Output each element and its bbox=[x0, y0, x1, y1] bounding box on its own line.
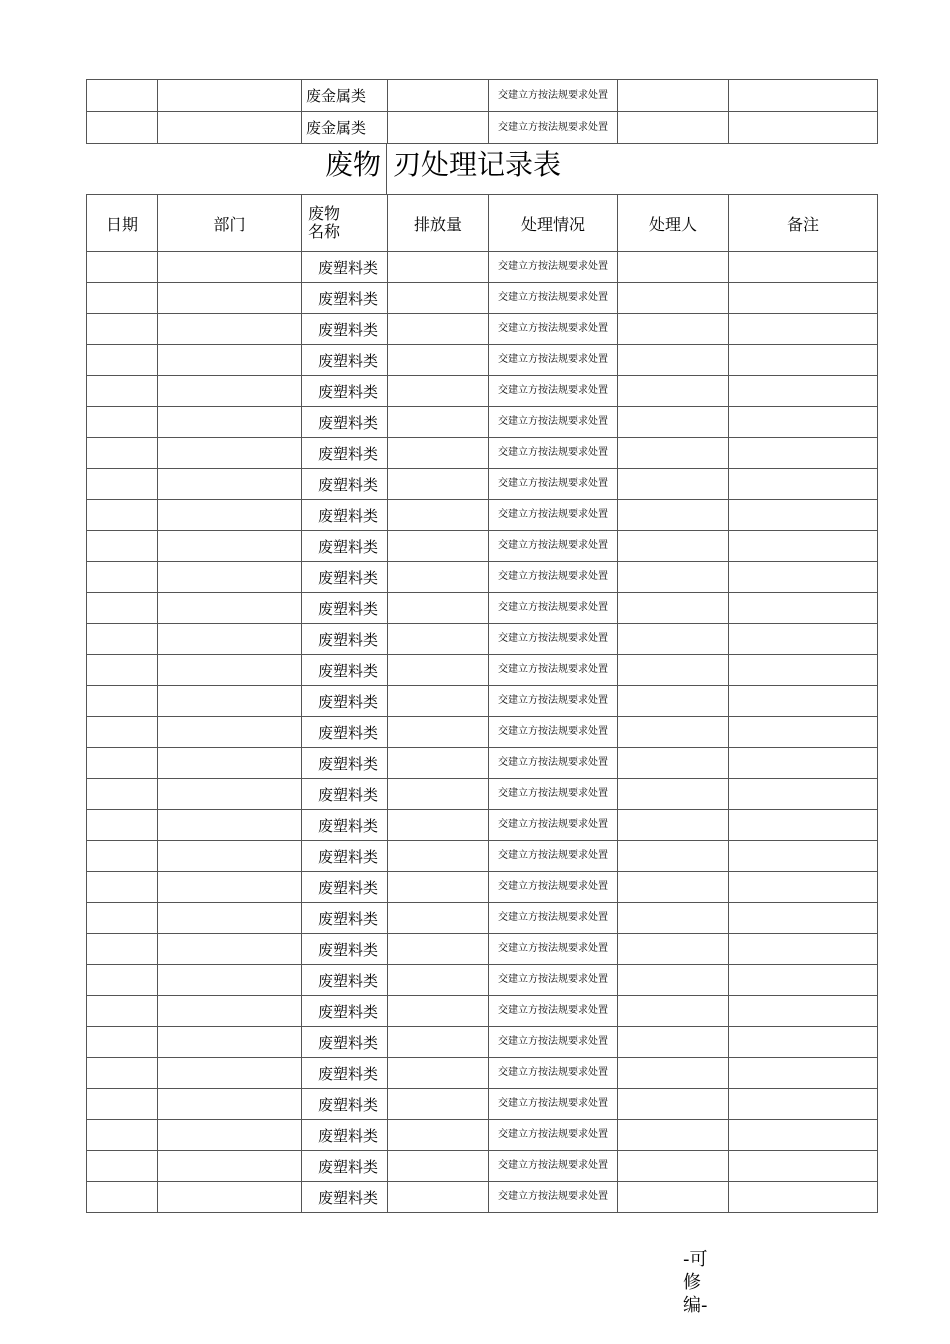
table-row bbox=[87, 841, 878, 872]
treatment-cell: 交建立方按法规要求处置 bbox=[489, 1089, 618, 1120]
qty-cell bbox=[388, 112, 489, 144]
note-cell bbox=[729, 112, 878, 144]
treatment-cell: 交建立方按法规要求处置 bbox=[489, 903, 618, 934]
person-cell bbox=[618, 810, 729, 841]
waste-name-cell: 废塑料类 bbox=[302, 965, 388, 996]
dept-cell bbox=[158, 469, 302, 500]
qty-cell bbox=[388, 1089, 489, 1120]
dept-cell bbox=[158, 655, 302, 686]
person-cell bbox=[618, 1027, 729, 1058]
qty-cell bbox=[388, 965, 489, 996]
date-cell bbox=[87, 500, 158, 531]
waste-name-cell: 废塑料类 bbox=[302, 1058, 388, 1089]
waste-name-cell: 废塑料类 bbox=[302, 810, 388, 841]
qty-cell bbox=[388, 655, 489, 686]
dept-cell bbox=[158, 779, 302, 810]
table-row bbox=[87, 1182, 878, 1213]
dept-cell bbox=[158, 810, 302, 841]
qty-cell bbox=[388, 469, 489, 500]
treatment-cell: 交建立方按法规要求处置 bbox=[489, 562, 618, 593]
table-row bbox=[87, 80, 878, 112]
date-cell bbox=[87, 872, 158, 903]
note-cell bbox=[729, 934, 878, 965]
header-person: 处理人 bbox=[618, 195, 729, 252]
table-row bbox=[87, 748, 878, 779]
treatment-cell: 交建立方按法规要求处置 bbox=[489, 1120, 618, 1151]
table-row bbox=[87, 1089, 878, 1120]
note-cell bbox=[729, 500, 878, 531]
qty-cell bbox=[388, 996, 489, 1027]
note-cell bbox=[729, 593, 878, 624]
person-cell bbox=[618, 779, 729, 810]
date-cell bbox=[87, 1182, 158, 1213]
note-cell bbox=[729, 872, 878, 903]
note-cell bbox=[729, 841, 878, 872]
treatment-cell: 交建立方按法规要求处置 bbox=[489, 624, 618, 655]
qty-cell bbox=[388, 1182, 489, 1213]
table-row bbox=[87, 469, 878, 500]
person-cell bbox=[618, 469, 729, 500]
waste-name-cell: 废塑料类 bbox=[302, 531, 388, 562]
waste-name-cell: 废塑料类 bbox=[302, 872, 388, 903]
waste-name-cell: 废塑料类 bbox=[302, 686, 388, 717]
dept-cell bbox=[158, 112, 302, 144]
person-cell bbox=[618, 717, 729, 748]
table-row bbox=[87, 438, 878, 469]
waste-name-cell: 废塑料类 bbox=[302, 469, 388, 500]
table-row bbox=[87, 500, 878, 531]
dept-cell bbox=[158, 903, 302, 934]
date-cell bbox=[87, 748, 158, 779]
table-row bbox=[87, 531, 878, 562]
qty-cell bbox=[388, 1027, 489, 1058]
treatment-cell: 交建立方按法规要求处置 bbox=[489, 500, 618, 531]
waste-name-cell: 废塑料类 bbox=[302, 345, 388, 376]
treatment-cell: 交建立方按法规要求处置 bbox=[489, 112, 618, 144]
form-title-right: 刃处理记录表 bbox=[393, 148, 562, 181]
person-cell bbox=[618, 748, 729, 779]
note-cell bbox=[729, 1089, 878, 1120]
date-cell bbox=[87, 655, 158, 686]
dept-cell bbox=[158, 1089, 302, 1120]
treatment-cell: 交建立方按法规要求处置 bbox=[489, 686, 618, 717]
date-cell bbox=[87, 1058, 158, 1089]
table-row bbox=[87, 345, 878, 376]
dept-cell bbox=[158, 996, 302, 1027]
person-cell bbox=[618, 283, 729, 314]
date-cell bbox=[87, 717, 158, 748]
qty-cell bbox=[388, 345, 489, 376]
note-cell bbox=[729, 717, 878, 748]
waste-name-cell: 废塑料类 bbox=[302, 748, 388, 779]
person-cell bbox=[618, 252, 729, 283]
treatment-cell: 交建立方按法规要求处置 bbox=[489, 376, 618, 407]
note-cell bbox=[729, 1120, 878, 1151]
treatment-cell: 交建立方按法规要求处置 bbox=[489, 593, 618, 624]
dept-cell bbox=[158, 283, 302, 314]
qty-cell bbox=[388, 810, 489, 841]
table-row bbox=[87, 686, 878, 717]
dept-cell bbox=[158, 345, 302, 376]
qty-cell bbox=[388, 934, 489, 965]
qty-cell bbox=[388, 1058, 489, 1089]
treatment-cell: 交建立方按法规要求处置 bbox=[489, 314, 618, 345]
qty-cell bbox=[388, 748, 489, 779]
treatment-cell: 交建立方按法规要求处置 bbox=[489, 810, 618, 841]
note-cell bbox=[729, 996, 878, 1027]
person-cell bbox=[618, 624, 729, 655]
dept-cell bbox=[158, 593, 302, 624]
note-cell bbox=[729, 779, 878, 810]
date-cell bbox=[87, 779, 158, 810]
date-cell bbox=[87, 345, 158, 376]
table-row bbox=[87, 1027, 878, 1058]
footer-line-1: -可 bbox=[683, 1249, 708, 1270]
qty-cell bbox=[388, 686, 489, 717]
dept-cell bbox=[158, 1027, 302, 1058]
note-cell bbox=[729, 345, 878, 376]
treatment-cell: 交建立方按法规要求处置 bbox=[489, 1151, 618, 1182]
note-cell bbox=[729, 810, 878, 841]
treatment-cell: 交建立方按法规要求处置 bbox=[489, 748, 618, 779]
treatment-cell: 交建立方按法规要求处置 bbox=[489, 407, 618, 438]
footer-line-2: 修 bbox=[683, 1272, 701, 1293]
waste-name-cell: 废塑料类 bbox=[302, 376, 388, 407]
header-date: 日期 bbox=[87, 195, 158, 252]
dept-cell bbox=[158, 1182, 302, 1213]
person-cell bbox=[618, 965, 729, 996]
dept-cell bbox=[158, 1151, 302, 1182]
table-row bbox=[87, 934, 878, 965]
note-cell bbox=[729, 903, 878, 934]
note-cell bbox=[729, 655, 878, 686]
waste-name-cell: 废塑料类 bbox=[302, 500, 388, 531]
table-row bbox=[87, 810, 878, 841]
waste-name-cell: 废塑料类 bbox=[302, 1151, 388, 1182]
table-row bbox=[87, 1120, 878, 1151]
qty-cell bbox=[388, 624, 489, 655]
waste-name-cell: 废塑料类 bbox=[302, 779, 388, 810]
person-cell bbox=[618, 562, 729, 593]
qty-cell bbox=[388, 841, 489, 872]
person-cell bbox=[618, 531, 729, 562]
date-cell bbox=[87, 593, 158, 624]
treatment-cell: 交建立方按法规要求处置 bbox=[489, 1182, 618, 1213]
treatment-cell: 交建立方按法规要求处置 bbox=[489, 469, 618, 500]
person-cell bbox=[618, 1182, 729, 1213]
waste-name-cell: 废塑料类 bbox=[302, 252, 388, 283]
dept-cell bbox=[158, 624, 302, 655]
person-cell bbox=[618, 1120, 729, 1151]
dept-cell bbox=[158, 252, 302, 283]
treatment-cell: 交建立方按法规要求处置 bbox=[489, 531, 618, 562]
qty-cell bbox=[388, 407, 489, 438]
dept-cell bbox=[158, 934, 302, 965]
date-cell bbox=[87, 438, 158, 469]
person-cell bbox=[618, 655, 729, 686]
date-cell bbox=[87, 903, 158, 934]
date-cell bbox=[87, 80, 158, 112]
header-process: 处理情况 bbox=[489, 195, 618, 252]
dept-cell bbox=[158, 500, 302, 531]
treatment-cell: 交建立方按法规要求处置 bbox=[489, 996, 618, 1027]
note-cell bbox=[729, 376, 878, 407]
note-cell bbox=[729, 1182, 878, 1213]
note-cell bbox=[729, 252, 878, 283]
header-row bbox=[87, 195, 878, 252]
table-row bbox=[87, 965, 878, 996]
treatment-cell: 交建立方按法规要求处置 bbox=[489, 872, 618, 903]
person-cell bbox=[618, 314, 729, 345]
date-cell bbox=[87, 1027, 158, 1058]
form-title-left: 废物 bbox=[324, 148, 381, 181]
qty-cell bbox=[388, 500, 489, 531]
treatment-cell: 交建立方按法规要求处置 bbox=[489, 438, 618, 469]
waste-name-cell: 废塑料类 bbox=[302, 903, 388, 934]
header-qty: 排放量 bbox=[388, 195, 489, 252]
table-row bbox=[87, 779, 878, 810]
table-row bbox=[87, 593, 878, 624]
table-row bbox=[87, 252, 878, 283]
waste-name-cell: 废塑料类 bbox=[302, 283, 388, 314]
footer-line-3: 编- bbox=[683, 1295, 708, 1316]
dept-cell bbox=[158, 1120, 302, 1151]
waste-name-cell: 废塑料类 bbox=[302, 655, 388, 686]
table-row bbox=[87, 283, 878, 314]
person-cell bbox=[618, 1058, 729, 1089]
qty-cell bbox=[388, 438, 489, 469]
dept-cell bbox=[158, 438, 302, 469]
table-row bbox=[87, 314, 878, 345]
header-waste-name-text: 废物 名称 bbox=[308, 204, 341, 241]
dept-cell bbox=[158, 314, 302, 345]
waste-name-cell: 废塑料类 bbox=[302, 593, 388, 624]
waste-name-cell: 废金属类 bbox=[302, 80, 388, 112]
dept-cell bbox=[158, 841, 302, 872]
treatment-cell: 交建立方按法规要求处置 bbox=[489, 655, 618, 686]
person-cell bbox=[618, 841, 729, 872]
date-cell bbox=[87, 934, 158, 965]
treatment-cell: 交建立方按法规要求处置 bbox=[489, 779, 618, 810]
note-cell bbox=[729, 624, 878, 655]
note-cell bbox=[729, 438, 878, 469]
treatment-cell: 交建立方按法规要求处置 bbox=[489, 252, 618, 283]
table-row bbox=[87, 655, 878, 686]
note-cell bbox=[729, 686, 878, 717]
person-cell bbox=[618, 80, 729, 112]
table-row bbox=[87, 717, 878, 748]
person-cell bbox=[618, 1151, 729, 1182]
qty-cell bbox=[388, 314, 489, 345]
header-dept: 部门 bbox=[158, 195, 302, 252]
qty-cell bbox=[388, 283, 489, 314]
date-cell bbox=[87, 686, 158, 717]
waste-name-cell: 废塑料类 bbox=[302, 562, 388, 593]
person-cell bbox=[618, 407, 729, 438]
waste-name-cell: 废塑料类 bbox=[302, 1120, 388, 1151]
dept-cell bbox=[158, 686, 302, 717]
person-cell bbox=[618, 593, 729, 624]
date-cell bbox=[87, 965, 158, 996]
note-cell bbox=[729, 748, 878, 779]
dept-cell bbox=[158, 531, 302, 562]
person-cell bbox=[618, 996, 729, 1027]
table-row bbox=[87, 376, 878, 407]
waste-name-cell: 废塑料类 bbox=[302, 1027, 388, 1058]
waste-name-cell: 废塑料类 bbox=[302, 717, 388, 748]
note-cell bbox=[729, 314, 878, 345]
table-row bbox=[87, 562, 878, 593]
date-cell bbox=[87, 562, 158, 593]
dept-cell bbox=[158, 748, 302, 779]
table-row bbox=[87, 1058, 878, 1089]
qty-cell bbox=[388, 1120, 489, 1151]
table-row bbox=[87, 624, 878, 655]
qty-cell bbox=[388, 252, 489, 283]
person-cell bbox=[618, 345, 729, 376]
title-divider bbox=[386, 144, 387, 194]
waste-name-cell: 废塑料类 bbox=[302, 407, 388, 438]
dept-cell bbox=[158, 872, 302, 903]
note-cell bbox=[729, 80, 878, 112]
date-cell bbox=[87, 407, 158, 438]
date-cell bbox=[87, 314, 158, 345]
date-cell bbox=[87, 1089, 158, 1120]
dept-cell bbox=[158, 80, 302, 112]
note-cell bbox=[729, 1027, 878, 1058]
top-table bbox=[86, 79, 878, 144]
dept-cell bbox=[158, 562, 302, 593]
table-row bbox=[87, 872, 878, 903]
date-cell bbox=[87, 252, 158, 283]
dept-cell bbox=[158, 965, 302, 996]
qty-cell bbox=[388, 903, 489, 934]
person-cell bbox=[618, 500, 729, 531]
date-cell bbox=[87, 810, 158, 841]
note-cell bbox=[729, 1151, 878, 1182]
table-row bbox=[87, 1151, 878, 1182]
waste-name-cell: 废塑料类 bbox=[302, 438, 388, 469]
table-row bbox=[87, 407, 878, 438]
table-row bbox=[87, 903, 878, 934]
waste-name-cell: 废塑料类 bbox=[302, 841, 388, 872]
person-cell bbox=[618, 438, 729, 469]
qty-cell bbox=[388, 779, 489, 810]
qty-cell bbox=[388, 872, 489, 903]
treatment-cell: 交建立方按法规要求处置 bbox=[489, 283, 618, 314]
person-cell bbox=[618, 376, 729, 407]
treatment-cell: 交建立方按法规要求处置 bbox=[489, 1058, 618, 1089]
date-cell bbox=[87, 624, 158, 655]
date-cell bbox=[87, 531, 158, 562]
person-cell bbox=[618, 686, 729, 717]
treatment-cell: 交建立方按法规要求处置 bbox=[489, 345, 618, 376]
treatment-cell: 交建立方按法规要求处置 bbox=[489, 841, 618, 872]
date-cell bbox=[87, 376, 158, 407]
person-cell bbox=[618, 934, 729, 965]
waste-name-cell: 废金属类 bbox=[302, 112, 388, 144]
qty-cell bbox=[388, 593, 489, 624]
treatment-cell: 交建立方按法规要求处置 bbox=[489, 965, 618, 996]
person-cell bbox=[618, 872, 729, 903]
person-cell bbox=[618, 112, 729, 144]
waste-name-cell: 废塑料类 bbox=[302, 314, 388, 345]
waste-name-cell: 废塑料类 bbox=[302, 934, 388, 965]
waste-record-table bbox=[86, 194, 878, 1213]
date-cell bbox=[87, 841, 158, 872]
qty-cell bbox=[388, 717, 489, 748]
treatment-cell: 交建立方按法规要求处置 bbox=[489, 80, 618, 112]
footer-note bbox=[683, 1248, 723, 1317]
date-cell bbox=[87, 996, 158, 1027]
qty-cell bbox=[388, 80, 489, 112]
header-waste-name bbox=[302, 195, 388, 252]
date-cell bbox=[87, 1120, 158, 1151]
note-cell bbox=[729, 531, 878, 562]
note-cell bbox=[729, 965, 878, 996]
waste-name-cell: 废塑料类 bbox=[302, 1182, 388, 1213]
table-row bbox=[87, 996, 878, 1027]
person-cell bbox=[618, 903, 729, 934]
waste-name-cell: 废塑料类 bbox=[302, 996, 388, 1027]
date-cell bbox=[87, 1151, 158, 1182]
waste-name-cell: 废塑料类 bbox=[302, 1089, 388, 1120]
qty-cell bbox=[388, 531, 489, 562]
dept-cell bbox=[158, 376, 302, 407]
note-cell bbox=[729, 562, 878, 593]
dept-cell bbox=[158, 1058, 302, 1089]
dept-cell bbox=[158, 407, 302, 438]
date-cell bbox=[87, 469, 158, 500]
person-cell bbox=[618, 1089, 729, 1120]
note-cell bbox=[729, 407, 878, 438]
treatment-cell: 交建立方按法规要求处置 bbox=[489, 717, 618, 748]
qty-cell bbox=[388, 1151, 489, 1182]
header-note: 备注 bbox=[729, 195, 878, 252]
treatment-cell: 交建立方按法规要求处置 bbox=[489, 1027, 618, 1058]
title-area bbox=[86, 144, 877, 194]
waste-name-cell: 废塑料类 bbox=[302, 624, 388, 655]
qty-cell bbox=[388, 562, 489, 593]
qty-cell bbox=[388, 376, 489, 407]
note-cell bbox=[729, 283, 878, 314]
table-row bbox=[87, 112, 878, 144]
dept-cell bbox=[158, 717, 302, 748]
date-cell bbox=[87, 112, 158, 144]
note-cell bbox=[729, 469, 878, 500]
treatment-cell: 交建立方按法规要求处置 bbox=[489, 934, 618, 965]
note-cell bbox=[729, 1058, 878, 1089]
date-cell bbox=[87, 283, 158, 314]
